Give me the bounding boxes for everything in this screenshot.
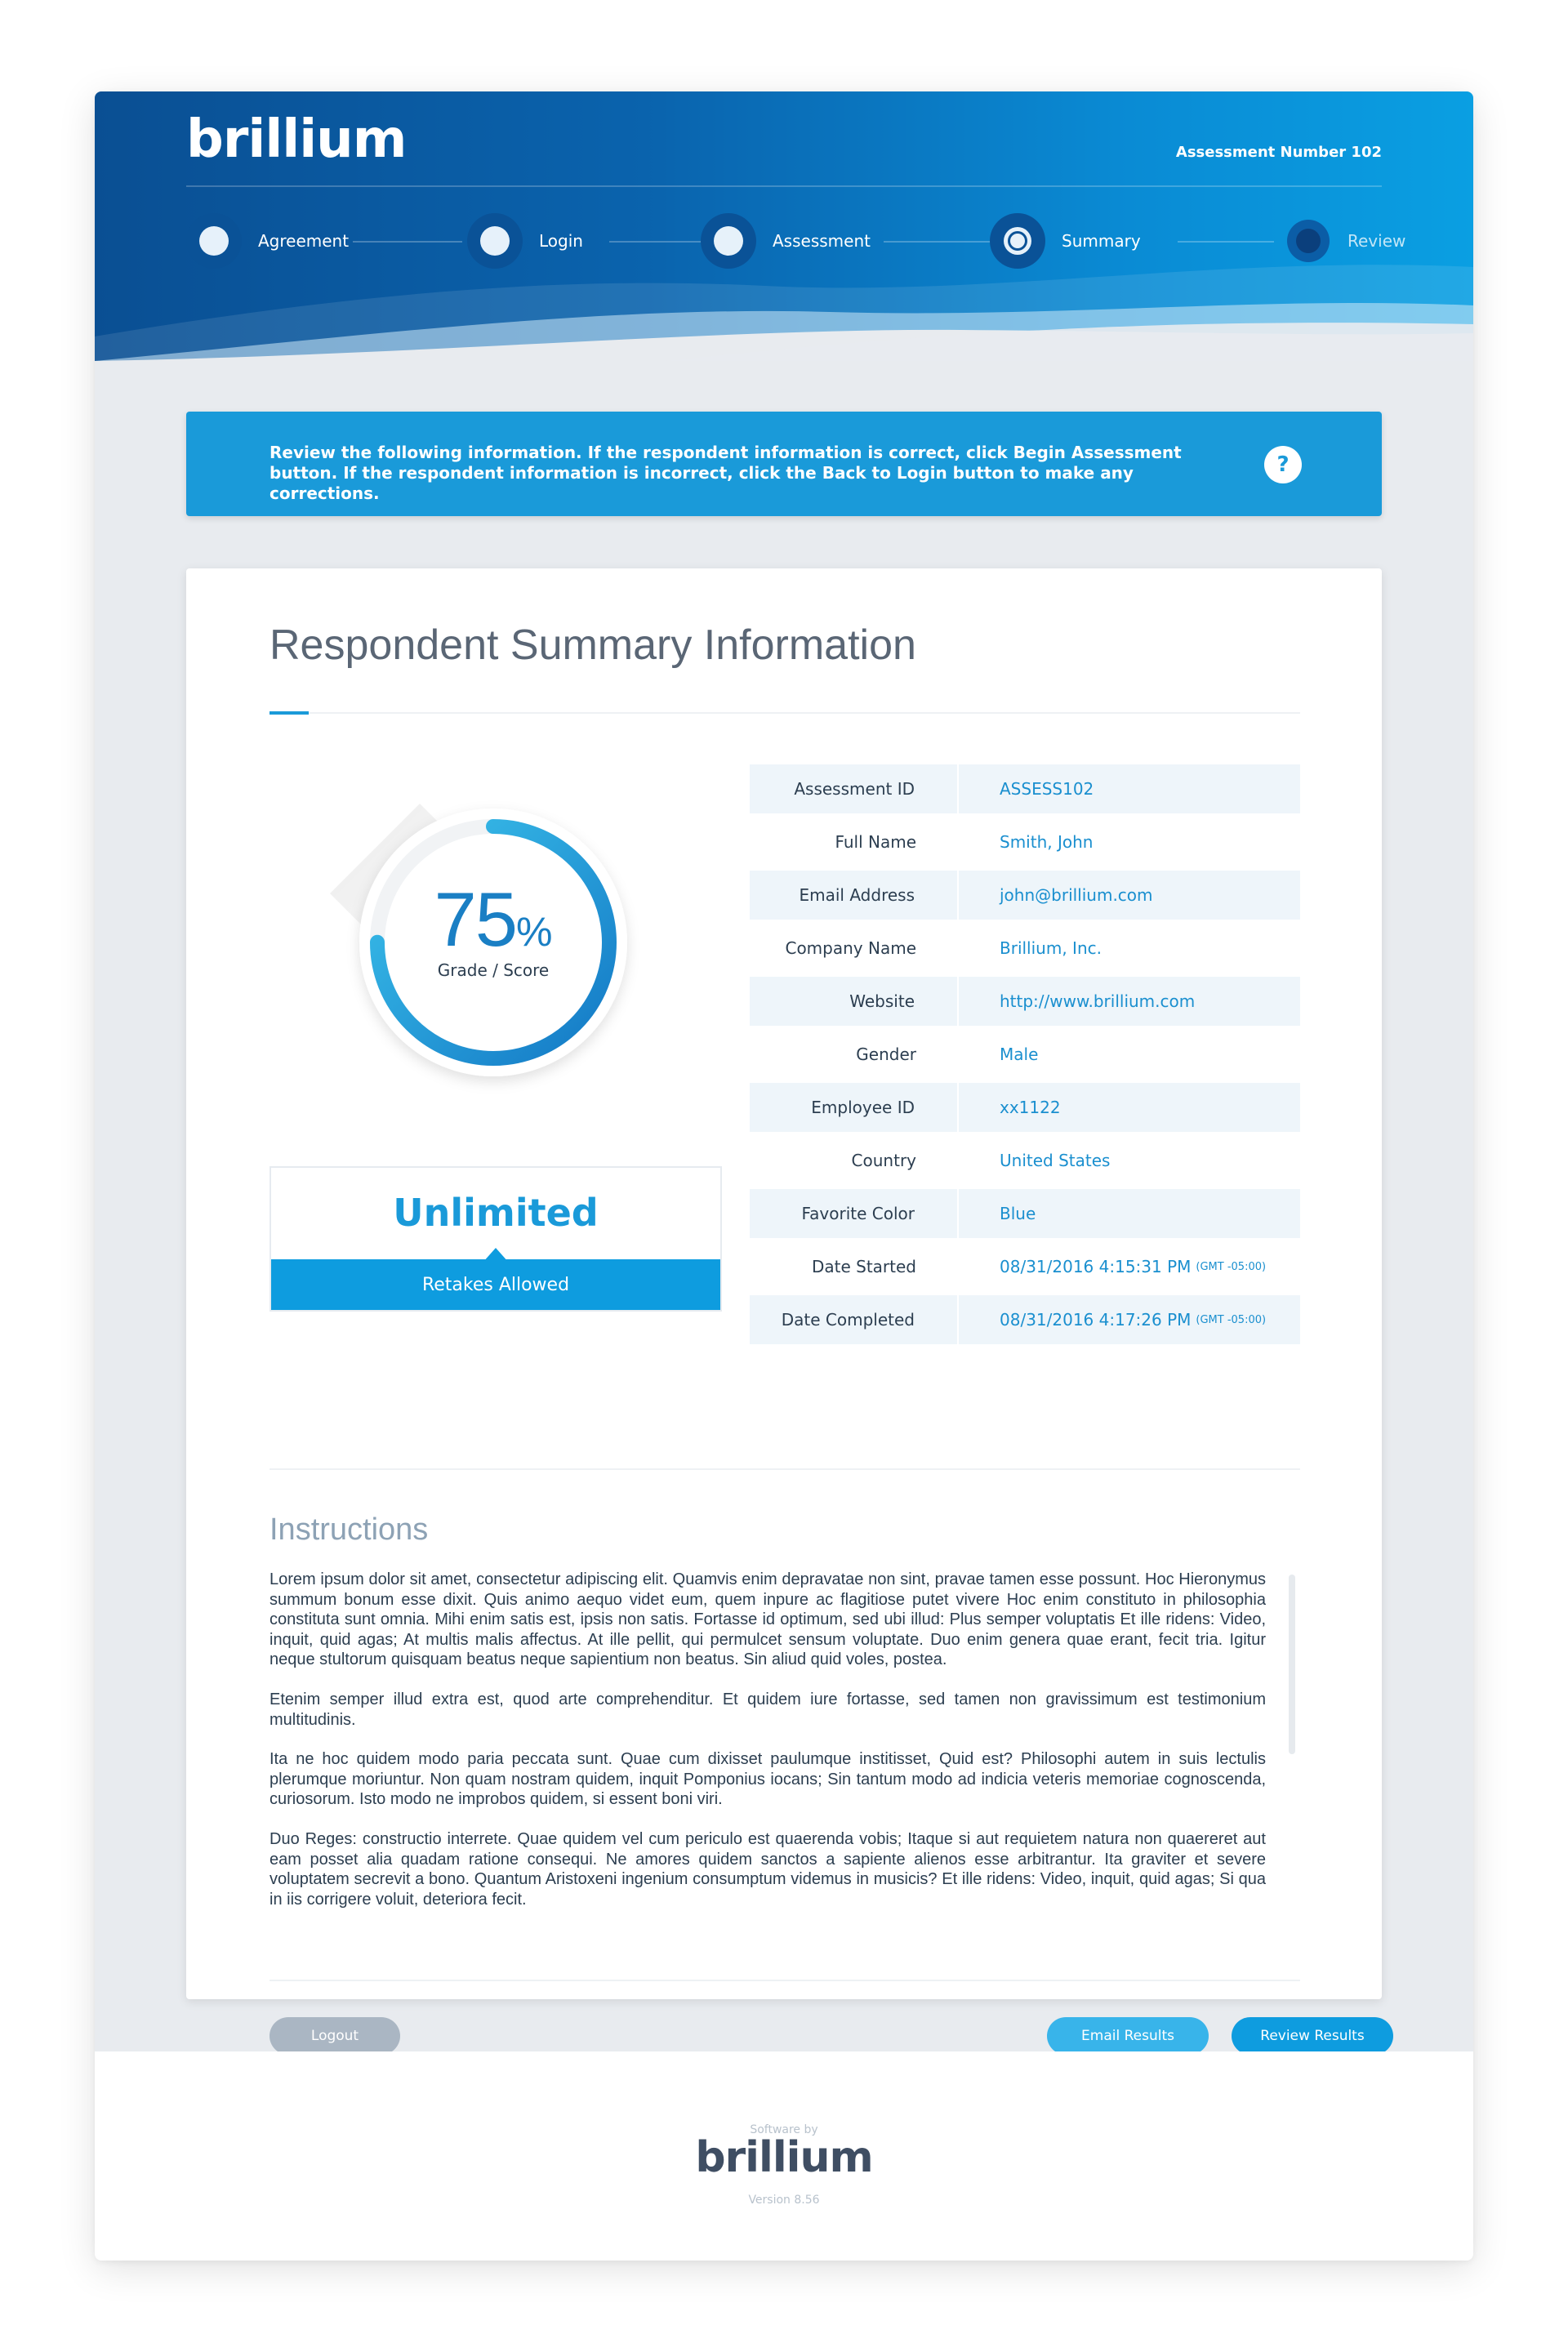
info-label: Employee ID xyxy=(750,1083,959,1132)
header xyxy=(95,91,1473,361)
score-unit: % xyxy=(516,909,553,955)
info-value-text: Male xyxy=(1000,1045,1039,1064)
info-value-text: Blue xyxy=(1000,1204,1036,1223)
score-number: 75 xyxy=(434,876,517,962)
step-indicator-current-icon xyxy=(990,213,1045,269)
step-label: Summary xyxy=(1062,231,1141,251)
info-value xyxy=(959,1189,1300,1238)
info-row xyxy=(750,1030,1300,1079)
header-divider xyxy=(186,185,1382,187)
info-value-text: United States xyxy=(1000,1151,1111,1170)
step-assessment xyxy=(701,208,871,274)
info-label: Email Address xyxy=(750,871,959,920)
info-value xyxy=(959,817,1300,866)
step-indicator-icon xyxy=(186,213,242,269)
info-label: Date Completed xyxy=(750,1295,959,1344)
banner-text: Review the following information. If the respondent information is correct, click Begin Assessment button. If the respondent information is incorrect, click the Back to Login button to make any corrections. xyxy=(270,443,1182,503)
retakes-box xyxy=(270,1166,722,1312)
software-by-text: Software by xyxy=(750,2123,818,2136)
instructions-paragraph: Etenim semper illud extra est, quod arte comprehenditur. Et quidem iure fortasse, sed tamen non gravissimum est testimonium multitudinis. xyxy=(270,1690,1266,1729)
summary-card xyxy=(186,568,1382,2044)
instructions-paragraph: Duo Reges: constructio interrete. Quae quidem vel cum periculo est quaerenda vobis; Itaque si aut requietem natura non quaereret aut eam posset alia quadam ratione consequi. Ne amores quidem sanctos a sapiente alienos esse arbitrantur. Ita graviter et severe voluptatem secrevit a bono. Quantum Aristoxeni ingenium consumptum videmus in musicis? Et ille ridens: Video, inquit, quid agas; Si qua in iis corrigere voluit, deteriora fecit. xyxy=(270,1829,1266,1909)
info-row xyxy=(750,1083,1300,1132)
respondent-info-table xyxy=(750,764,1300,1348)
instructions-body[interactable] xyxy=(270,1570,1266,1929)
info-row xyxy=(750,871,1300,920)
info-value-text: Smith, John xyxy=(1000,832,1094,852)
step-review xyxy=(1287,208,1405,274)
logo-text: brillium xyxy=(186,109,407,170)
assessment-number: Assessment Number 102 xyxy=(1175,144,1382,161)
step-indicator-icon xyxy=(701,213,756,269)
info-row xyxy=(750,1242,1300,1291)
step-label: Review xyxy=(1348,231,1406,251)
footer-logo[interactable] xyxy=(95,2133,1473,2182)
info-label: Full Name xyxy=(835,832,916,852)
retakes-value: Unlimited xyxy=(393,1191,599,1235)
instructions-title: Instructions xyxy=(270,1512,429,1547)
instructions-paragraph: Ita ne hoc quidem modo paria peccata sunt. Quae cum dixisset paulumque institisset, Quid est? Philosophi autem in suis lectulis plerumque moriuntur. Non quam nostram quidem, inquit Pomponius iocans; Sin tantum modo ad indicia veteris memoriae cognoscenda, curiosorum. Isto modo ne improbos quidem, si essent boni viri. xyxy=(270,1750,1266,1809)
step-connector xyxy=(1178,241,1274,243)
info-banner xyxy=(186,412,1382,516)
footer-logo-text: brillium xyxy=(695,2133,873,2182)
info-label: Gender xyxy=(856,1045,916,1064)
info-row xyxy=(750,924,1300,973)
actions-divider xyxy=(270,1980,1300,1981)
info-value-text: 08/31/2016 4:15:31 PM xyxy=(1000,1257,1192,1276)
info-label: Favorite Color xyxy=(750,1189,959,1238)
info-label: Website xyxy=(750,977,959,1026)
review-results-button[interactable]: Review Results xyxy=(1232,2017,1393,2055)
info-value xyxy=(959,1083,1300,1132)
info-row xyxy=(750,817,1300,866)
step-label: Agreement xyxy=(258,231,350,251)
info-value xyxy=(959,1136,1300,1185)
section-divider xyxy=(270,1468,1300,1470)
info-label: Assessment ID xyxy=(750,764,959,813)
step-login xyxy=(467,208,583,274)
info-value-text: ASSESS102 xyxy=(1000,779,1094,799)
version-text: Version 8.56 xyxy=(748,2194,820,2207)
title-divider xyxy=(270,712,1300,714)
info-value xyxy=(959,871,1300,920)
info-value xyxy=(959,1295,1300,1344)
step-agreement xyxy=(186,208,349,274)
info-value xyxy=(959,977,1300,1026)
info-value-text: http://www.brillium.com xyxy=(1000,991,1196,1011)
step-indicator-future-icon xyxy=(1287,220,1330,262)
info-label: Country xyxy=(851,1151,916,1170)
question-icon[interactable]: ? xyxy=(1264,446,1302,483)
info-label: Company Name xyxy=(785,938,916,958)
header-logo[interactable] xyxy=(186,109,406,170)
info-row xyxy=(750,764,1300,813)
instructions-paragraph: Lorem ipsum dolor sit amet, consectetur adipiscing elit. Quamvis enim depravatae non sint, pravae tamen esse possunt. Hoc Hieronymus summum bonum esse dixit. Quis animo aequo videt eum, quem inpure ac flagitiose putet vivere Hoc enim constituto in philosophia constituta sunt omnia. Mihi enim satis est, ipsis non satis. Fortasse id optimum, sed ubi illud: Plus semper voluptatis Et ille ridens: Video, inquit, quid agas; At multis malis affectus. At ille pellit, qui permulcet sensum voluptate. Duo enim genera quae erant, fecit tria. Igitur neque stultorum quisquam beatus neque sapientium non beatus. Sin aliud quid voles, postea. xyxy=(270,1570,1266,1669)
info-value xyxy=(959,764,1300,813)
score-gauge xyxy=(346,795,640,1089)
logout-button[interactable]: Logout xyxy=(270,2017,400,2055)
step-summary xyxy=(990,208,1141,274)
step-connector xyxy=(884,241,998,243)
info-value-text: xx1122 xyxy=(1000,1098,1061,1117)
step-label: Login xyxy=(539,231,583,251)
app-frame xyxy=(95,91,1473,2261)
retakes-label: Retakes Allowed xyxy=(271,1259,720,1310)
info-row xyxy=(750,1136,1300,1185)
info-value xyxy=(959,1242,1300,1291)
step-indicator-icon xyxy=(467,213,523,269)
info-label: Date Started xyxy=(811,1257,916,1276)
footer xyxy=(95,2051,1473,2261)
timezone-text: (GMT -05:00) xyxy=(1196,1260,1267,1273)
timezone-text: (GMT -05:00) xyxy=(1196,1313,1267,1326)
instructions-scrollbar[interactable] xyxy=(1289,1575,1295,1754)
step-connector xyxy=(353,241,462,243)
info-row xyxy=(750,977,1300,1026)
info-value xyxy=(959,924,1300,973)
info-value-text: john@brillium.com xyxy=(1000,885,1153,905)
info-value-text: 08/31/2016 4:17:26 PM xyxy=(1000,1310,1192,1330)
info-value xyxy=(959,1030,1300,1079)
progress-steps xyxy=(186,208,1406,274)
step-label: Assessment xyxy=(773,231,871,251)
page-title: Respondent Summary Information xyxy=(270,621,916,669)
score-value xyxy=(346,875,640,964)
info-row xyxy=(750,1189,1300,1238)
title-accent xyxy=(270,711,309,715)
info-value-text: Brillium, Inc. xyxy=(1000,938,1102,958)
email-results-button[interactable]: Email Results xyxy=(1047,2017,1209,2055)
score-label: Grade / Score xyxy=(437,960,550,980)
info-row xyxy=(750,1295,1300,1344)
